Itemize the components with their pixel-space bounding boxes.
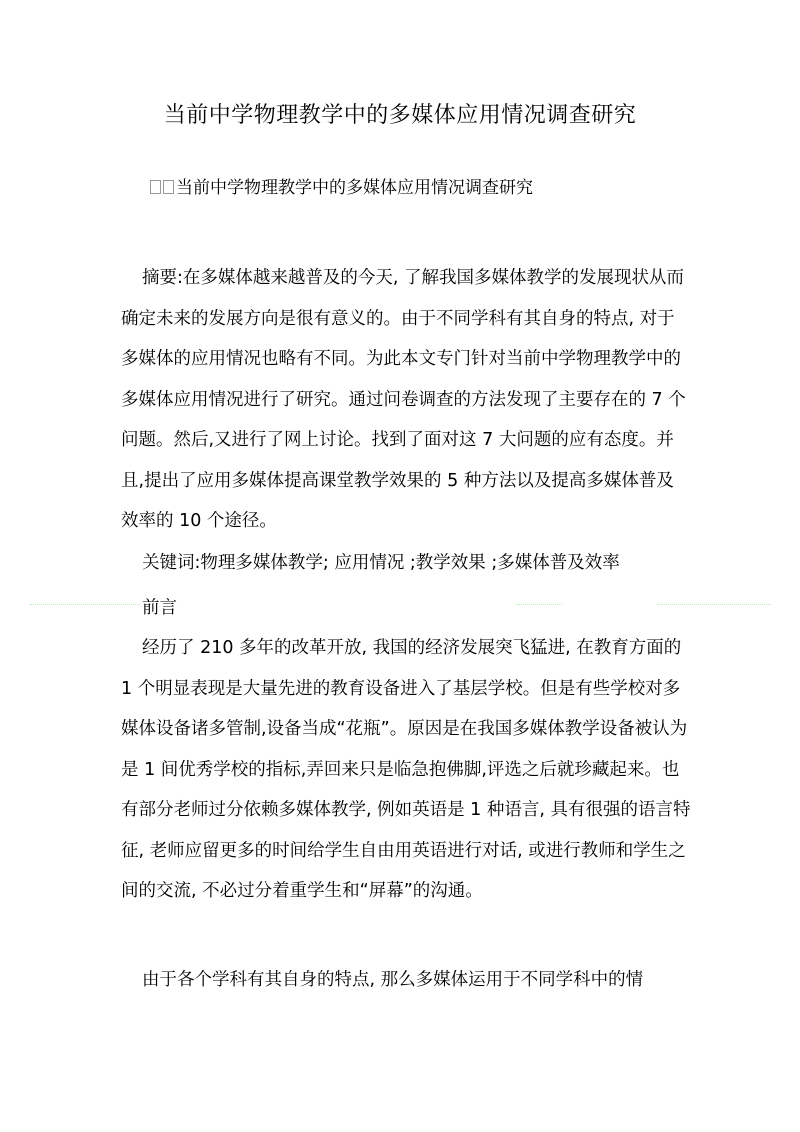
document-subtitle: [150, 174, 533, 202]
missing-glyph-icon: [150, 180, 161, 194]
document-title: 当前中学物理教学中的多媒体应用情况调查研究: [163, 103, 637, 128]
keywords-line: 关键词:物理多媒体教学; 应用情况 ;教学效果 ;多媒体普及效率: [142, 553, 620, 573]
intro-paragraph: 经历了 210 多年的改革开放, 我国的经济发展突飞猛进, 在教育方面的 1 个明显表现是大量先进的教育设备进入了基层学校。但是有些学校对多媒体设备诸多管制,设备当成“花瓶”。原因是在我国多媒体教学设备被认为是 1 间优秀学校的指标,弄回来只是临急抱佛脚,评选之后就珍藏起来。也有部分老师过分依赖多媒体教学, 例如英语是 1 种语言, 具有很强的语言特征, 老师应留更多的时间给学生自由用英语进行对话, 或进行教师和学生之间的交流, 不必过分着重学生和“屏幕”的沟通。: [121, 638, 691, 901]
second-paragraph: 由于各个学科有其自身的特点, 那么多媒体运用于不同学科中的情: [142, 970, 644, 990]
missing-glyph-icon: [163, 180, 174, 194]
preface-heading: 前言: [142, 598, 177, 618]
abstract-paragraph: 摘要:在多媒体越来越普及的今天, 了解我国多媒体教学的发展现状从而确定未来的发展方向是很有意义的。由于不同学科有其自身的特点, 对于多媒体的应用情况也略有不同。为此本文专门针对当前中学物理教学中的多媒体应用情况进行了研究。通过问卷调查的方法发现了主要存在的 7 个问题。然后,又进行了网上讨论。找到了面对这 7 大问题的应有态度。并且,提出了应用多媒体提高课堂教学效果的 5 种方法以及提高多媒体普及效率的 10 个途径。: [121, 268, 686, 531]
subtitle-text: 当前中学物理教学中的多媒体应用情况调查研究: [176, 178, 533, 198]
